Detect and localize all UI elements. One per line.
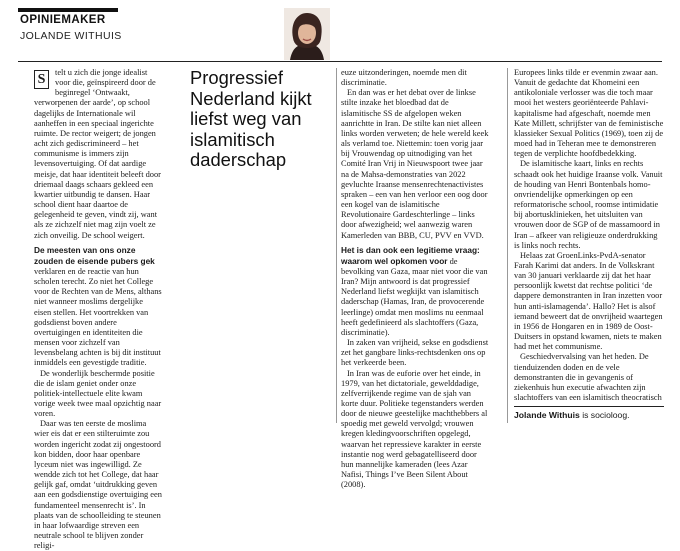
paragraph: In zaken van vrijheid, sekse en godsdienst zet het gangbare links-rechtsdenken ons op het verkeerde been.: [341, 338, 489, 368]
column-2: [341, 68, 489, 490]
paragraph: In Iran was de euforie over het einde, in 1979, van het dictatoriale, gewelddadige, zelfverrijkende regime van de sjah van korte duur. Politieke tegenstanders werden door de nieuwe geestelijke machthebbers al spoedig met geweld vervolgd; vrouwen kregen kledingvoorschriften opgelegd, waarvan het repressieve karakter in eerste instantie nog werd gebagatelliseerd door hun mannelijke kameraden (lees Azar Nafisi, Things I’ve Been Silent About (2008).: [341, 368, 488, 490]
lead-in: De meesten van ons onze zouden de eisende pubers gek: [34, 244, 155, 266]
paragraph-text: verklaren en de reactie van hun scholen terecht. Zo niet het College voor de Rechten van de Mens, althans niet wanneer moslims dergelijke eisen stellen. Het voortrekken van godsdienst boven andere overtuigingen en identiteiten die mensen voor zichzelf van levensbelang achten is bij dit instituut inmiddels een gevestigde traditie.: [34, 266, 162, 368]
author-name-header: JOLANDE WITHUIS: [20, 30, 122, 42]
paragraph-intro: [34, 68, 162, 241]
column-1: [34, 68, 162, 551]
drop-cap: S: [34, 70, 49, 89]
paragraph-lead: [34, 245, 162, 369]
paragraph: euze uitzonderingen, noemde men dit discriminatie.: [341, 68, 467, 88]
article-headline: Progressief Nederland kijkt liefst weg van islamitisch daderschap: [190, 67, 312, 170]
column-divider: [336, 68, 337, 423]
paragraph: Daar was ten eerste de moslima wier eis dat er een stilteruimte zou worden ingericht zodat zij ongestoord kon bidden, door haar openbare lyceum niet was ingewilligd. Ze wendde zich tot het College, dat haar gelijk gaf, omdat ‘uitdrukking geven aan een godsdienstige overtuiging een fundamenteel mensenrecht is’. In plaats van de schoolleiding te steunen in haar lofwaardige streven een neutrale school te blijven zonder religi-: [34, 419, 162, 551]
paragraph: De islamitische kaart, links en rechts schaadt ook het huidige Iraanse volk. Vanuit de houding van Henri Bontenbals homo-onvriendelijke opmerkingen op een reformatorische school, roomse intimidatie bij abortusklinieken, het uitsluiten van vrouwen door de SGP of de massamoord in Iran – afkeer van religieuze onderdrukking is links noch rechts.: [514, 159, 663, 250]
byline-role: is socioloog.: [579, 410, 630, 420]
author-portrait: [284, 8, 330, 60]
byline-name: Jolande Withuis: [514, 410, 580, 420]
paragraph: Helaas zat GroenLinks-PvdA-senator Farah Karimi dat anders. In de Volkskrant van 30 januari verklaarde zij dat het haar persoonlijk kwetst dat rechtse politici ‘de dappere demonstranten in Iran inzetten voor hun anti-islamagenda’. Hallo? Het is alsof iemand beweert dat de onvrijheid waartegen in 1956 de Hongaren en in 1989 de Oost-Duitsers in opstand kwamen, niets te maken had met het communisme.: [514, 250, 663, 352]
paragraph: Europees links tilde er evenmin zwaar aan. Vanuit de gedachte dat Khomeini een antikoloniale verlosser was die toch maar mooi het westers georiënteerde Pahlavi-kapitalisme had afgeschaft, noemde men Kate Millett, schrijfster van de feministische klassieker Sexual Politics (1969), toen zij de moed had in Teheran mee te demonstreren tegen de verplichte hoofdbedekking.: [514, 68, 664, 159]
byline-divider: [514, 406, 664, 407]
paragraph-lead: [341, 245, 489, 338]
lead-in: Het is dan ook een legitieme vraag: waarom wel opkomen voor: [341, 244, 480, 266]
paragraph: De wonderlijk beschermde positie die de islam geniet onder onze politiek-intellectuele elite kwam vorige week twee maal opzichtig naar voren.: [34, 368, 162, 419]
paragraph-text: telt u zich die jonge idealist voor die, geïnspireerd door de beginregel ‘Ontwaakt, verworpenen der aarde’, op school dagelijks de Internationale wil aanheffen in een speciaal ingerichte ruimte. De rector weigert; de jongen acht zich gediscrimineerd – het communisme is immers zijn levensovertuiging. Of dat aardige meisje, dat haar identiteit beleeft door driemaal daags schaars gekleed een kwartier uitbundig te dansen. Haar school dient haar daartoe de gelegenheid te geven, vindt zij, want als ze zichzelf niet mag zijn voelt ze zich onveilig. De school weigert.: [34, 68, 161, 240]
paragraph-text: de bevolking van Gaza, maar niet voor die van Iran? Mijn antwoord is dat progressief Nederland liefst wegkijkt van islamitisch daderschap (Hamas, Iran, de provocerende leerlinge) omdat men moslims nu eenmaal heeft gedefinieerd als slachtoffers (Gaza, discriminatie).: [341, 256, 488, 337]
header-divider: [18, 61, 662, 62]
column-3: [514, 68, 664, 404]
paragraph: Geschiedvervalsing van het heden. De tienduizenden doden en de vele demonstranten die in gevangenis of ziekenhuis hun executie afwachten zijn slachtoffers van een islamitisch theocratisch: [514, 352, 662, 402]
author-byline: [514, 410, 664, 420]
rubric-label: OPINIEMAKER: [20, 14, 106, 26]
paragraph: En dan was er het debat over de linkse stilte inzake het bloedbad dat de islamitische SS de afgelopen weken aanrichtte in Iran. De stilte kan niet alleen links worden verweten; de hele wereld keek als verlamd toe. Niettemin: toen vorig jaar bij Vrouwendag op uitnodiging van het Comité Iran Vrij in Nieuwspoort twee jaar na de Mahsa-demonstraties van 2022 gevluchte Iraanse mensenrechtenactivistes spraken – een van hen verloor een oog door een kogel van de islamitische Revolutionaire Gardeschterlinge – links door afwezigheid; wel aanwezig waren Kamerleden van BBB, CU, PVV en VVD.: [341, 88, 489, 240]
column-divider: [507, 68, 508, 423]
